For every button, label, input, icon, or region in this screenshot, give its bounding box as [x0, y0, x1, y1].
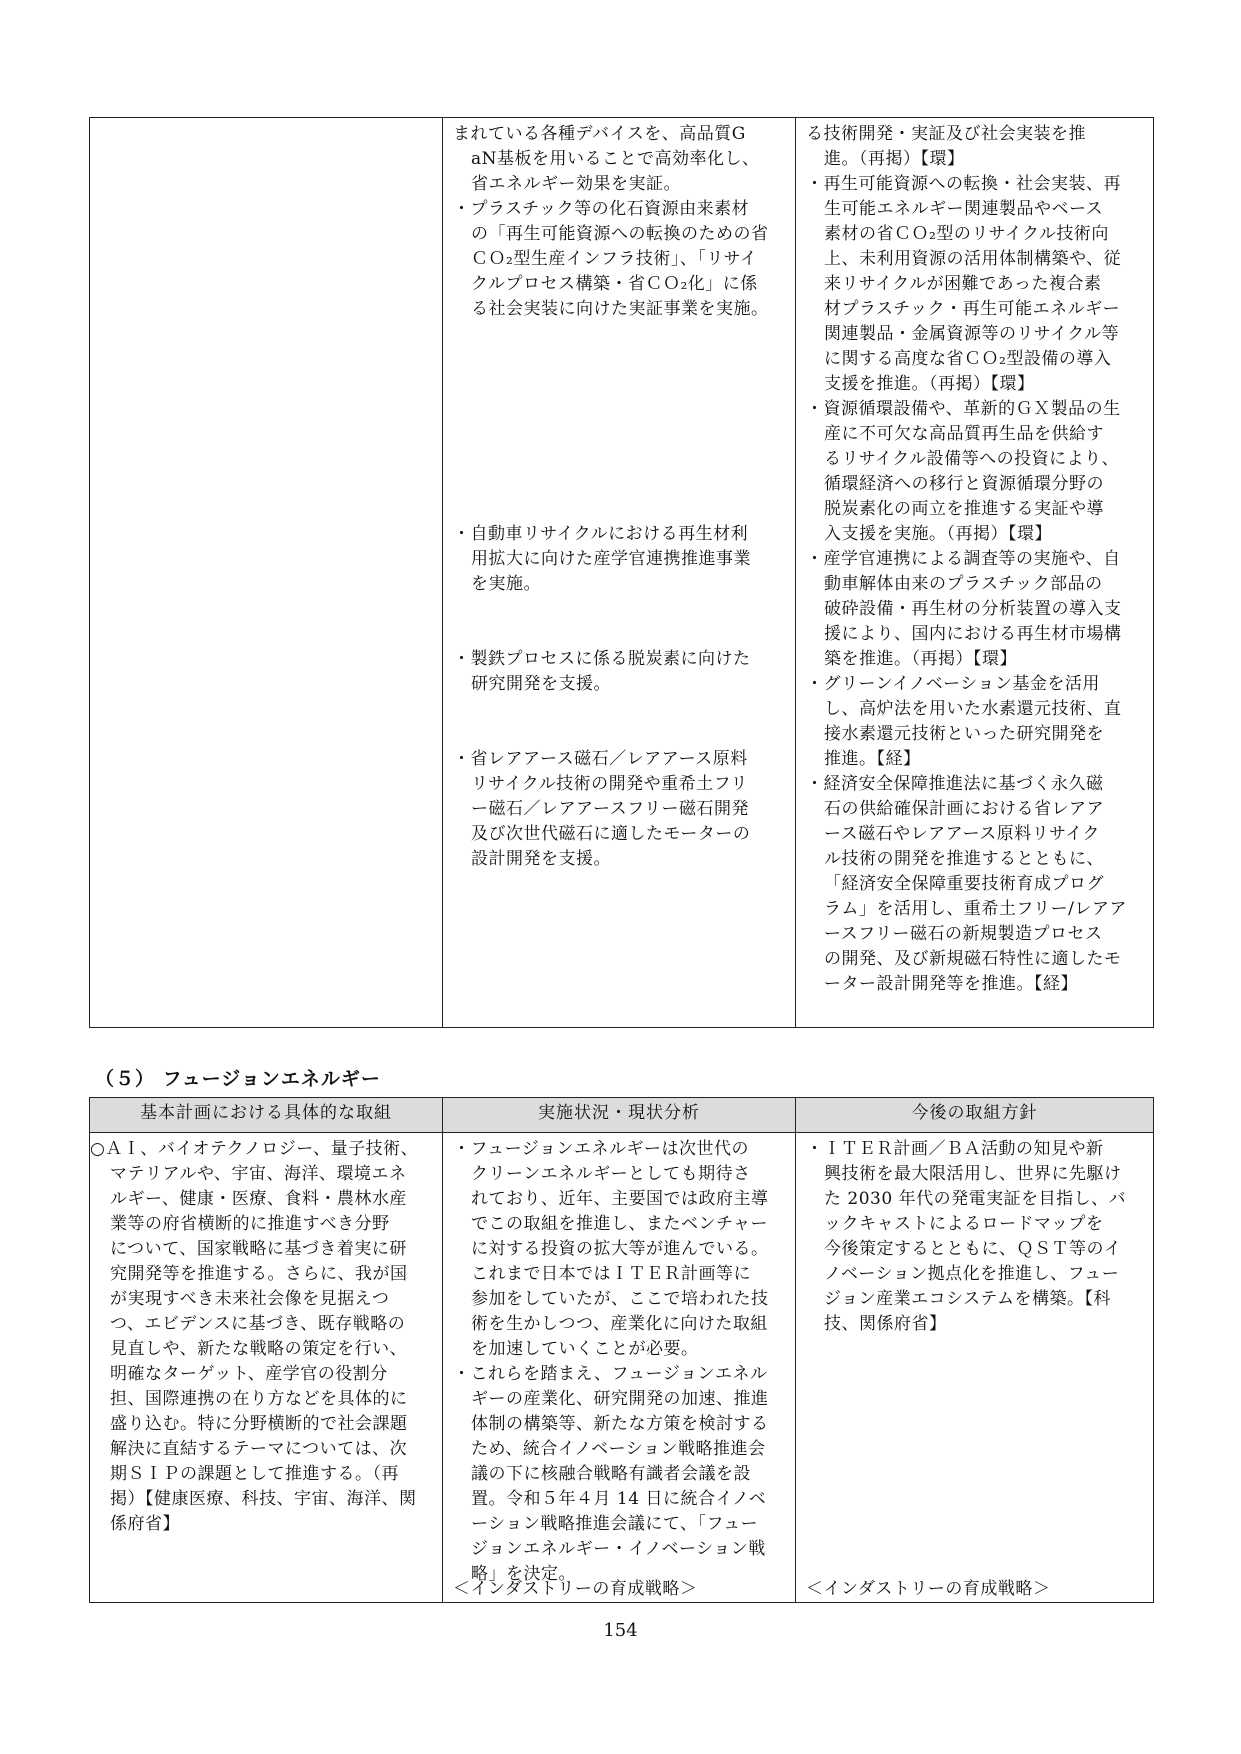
status-item: ・フュージョンエネルギーは次世代の クリーンエネルギーとしても期待さ れており、近年、主要国では政府主導 でこの取組を推進し、またベンチャー に対する投資の拡大等が進んでいる。 これまで日本ではＩＴＥＲ計画等に 参加をしていたが、ここで培われた技 術を生かしつつ、産業化に向けた取組 を加速していくことが必要。 — [453, 1139, 769, 1359]
paragraph-item: まれている各種デバイスを、高品質G aN基板を用いることで高効率化し、 省エネルギー効果を実証。 — [453, 124, 760, 194]
paragraph-item: ・グリーンイノベーション基金を活用 し、高炉法を用いた水素還元技術、直 接水素還元技術といった研究開発を 推進。【経】 — [806, 674, 1122, 769]
paragraph-item: ・製鉄プロセスに係る脱炭素に向けた 研究開発を支援。 — [453, 649, 751, 694]
table-cell-plan — [90, 1133, 443, 1603]
column-header-policy: 今後の取組方針 — [796, 1098, 1154, 1133]
column-header-plan: 基本計画における具体的な取組 — [90, 1098, 443, 1133]
table-cell-policy — [796, 118, 1154, 1028]
table-cell-status — [443, 1133, 796, 1603]
table-cell-plan — [90, 118, 443, 1028]
section-title: （５） フュージョンエネルギー — [95, 1068, 381, 1090]
paragraph-item: ・プラスチック等の化石資源由来素材 の「再生可能資源への転換のための省 ＣＯ₂型生産インフラ技術」、「リサイ クルプロセス構築・省ＣＯ₂化」に係 る社会実装に向けた実証事業を実施。 — [453, 199, 769, 319]
paragraph-item: ・資源循環設備や、革新的ＧＸ製品の生 産に不可欠な高品質再生品を供給す るリサイクル設備等への投資により、 循環経済への移行と資源循環分野の 脱炭素化の両立を推進する実証や導 入支援を実施。（再掲）【環】 — [806, 399, 1121, 544]
status-item: ・これらを踏まえ、フュージョンエネル ギーの産業化、研究開発の加速、推進 体制の構築等、新たな方策を検討する ため、統合イノベーション戦略推進会 議の下に核融合戦略有識者会議を設 置。令和５年４月 14 日に統合イノベ ーション戦略推進会議にて、「フュー ジョンエネルギー・イノベーション戦 略」を決定。 — [453, 1364, 769, 1584]
column-header-status: 実施状況・現状分析 — [443, 1098, 796, 1133]
paragraph-item: ・経済安全保障推進法に基づく永久磁 石の供給確保計画における省レアア ース磁石やレアアース原料リサイク ル技術の開発を推進するとともに、 「経済安全保障重要技術育成プログ ラム」を活用し、重希土フリー/レアア ースフリー磁石の新規製造プロセス の開発、及び新規磁石特性に適したモ ーター設計開発等を推進。【経】 — [806, 774, 1127, 994]
paragraph-item: ・再生可能資源への転換・社会実装、再 生可能エネルギー関連製品やベース 素材の省ＣＯ₂型のリサイクル技術向 上、未利用資源の活用体制構築や、従 来リサイクルが困難であった複合素 材プラスチック・再生可能エネルギー 関連製品・金属資源等のリサイクル等 に関する高度な省ＣＯ₂型設備の導入 支援を推進。（再掲）【環】 — [806, 174, 1122, 394]
paragraph-item: ・自動車リサイクルにおける再生材利 用拡大に向けた産学官連携推進事業 を実施。 — [453, 524, 751, 594]
paragraph-item: ・産学官連携による調査等の実施や、自 動車解体由来のプラスチック部品の 破砕設備・再生材の分析装置の導入支 援により、国内における再生材市場構 築を推進。（再掲）【環】 — [806, 549, 1122, 669]
continued-table — [89, 117, 1154, 1028]
paragraph-item: ・省レアアース磁石／レアアース原料 リサイクル技術の開発や重希土フリ ー磁石／レアアースフリー磁石開発 及び次世代磁石に適したモーターの 設計開発を支援。 — [453, 749, 751, 869]
plan-text: ○ＡＩ、バイオテクノロジー、量子技術、 マテリアルや、宇宙、海洋、環境エネ ルギー、健康・医療、食料・農林水産 業等の府省横断的に推進すべき分野 について、国家戦略に基づき着実に研 究開発等を推進する。さらに、我が国 が実現すべき未来社会像を見据えつ つ、エビデンスに基づき、既存戦略の 見直しや、新たな戦略の策定を行い、 明確なターゲット、産学官の役割分 担、国際連携の在り方などを具体的に 盛り込む。特に分野横断的で社会課題 解決に直結するテーマについては、次 期ＳＩＰの課題として推進する。（再 掲）【健康医療、科技、宇宙、海洋、関 係府省】 — [90, 1139, 419, 1534]
table-cell-policy — [796, 1133, 1154, 1603]
table-cell-status — [443, 118, 796, 1028]
page-number: 154 — [603, 1620, 638, 1641]
policy-item: ・ＩＴＥＲ計画／ＢＡ活動の知見や新 興技術を最大限活用し、世界に先駆け た 2030 年代の発電実証を目指し、バ ックキャストによるロードマップを 今後策定するとともに、ＱＳＴ等のイ ノベーション拠点化を推進し、フュー ジョン産業エコシステムを構築。【科 技、関係府省】 — [806, 1139, 1127, 1334]
strategy-note: ＜インダストリーの育成戦略＞ — [806, 1579, 1051, 1599]
fusion-table — [89, 1097, 1154, 1603]
paragraph-item: る技術開発・実証及び社会実装を推 進。（再掲）【環】 — [806, 124, 1086, 169]
strategy-note: ＜インダストリーの育成戦略＞ — [453, 1579, 698, 1599]
